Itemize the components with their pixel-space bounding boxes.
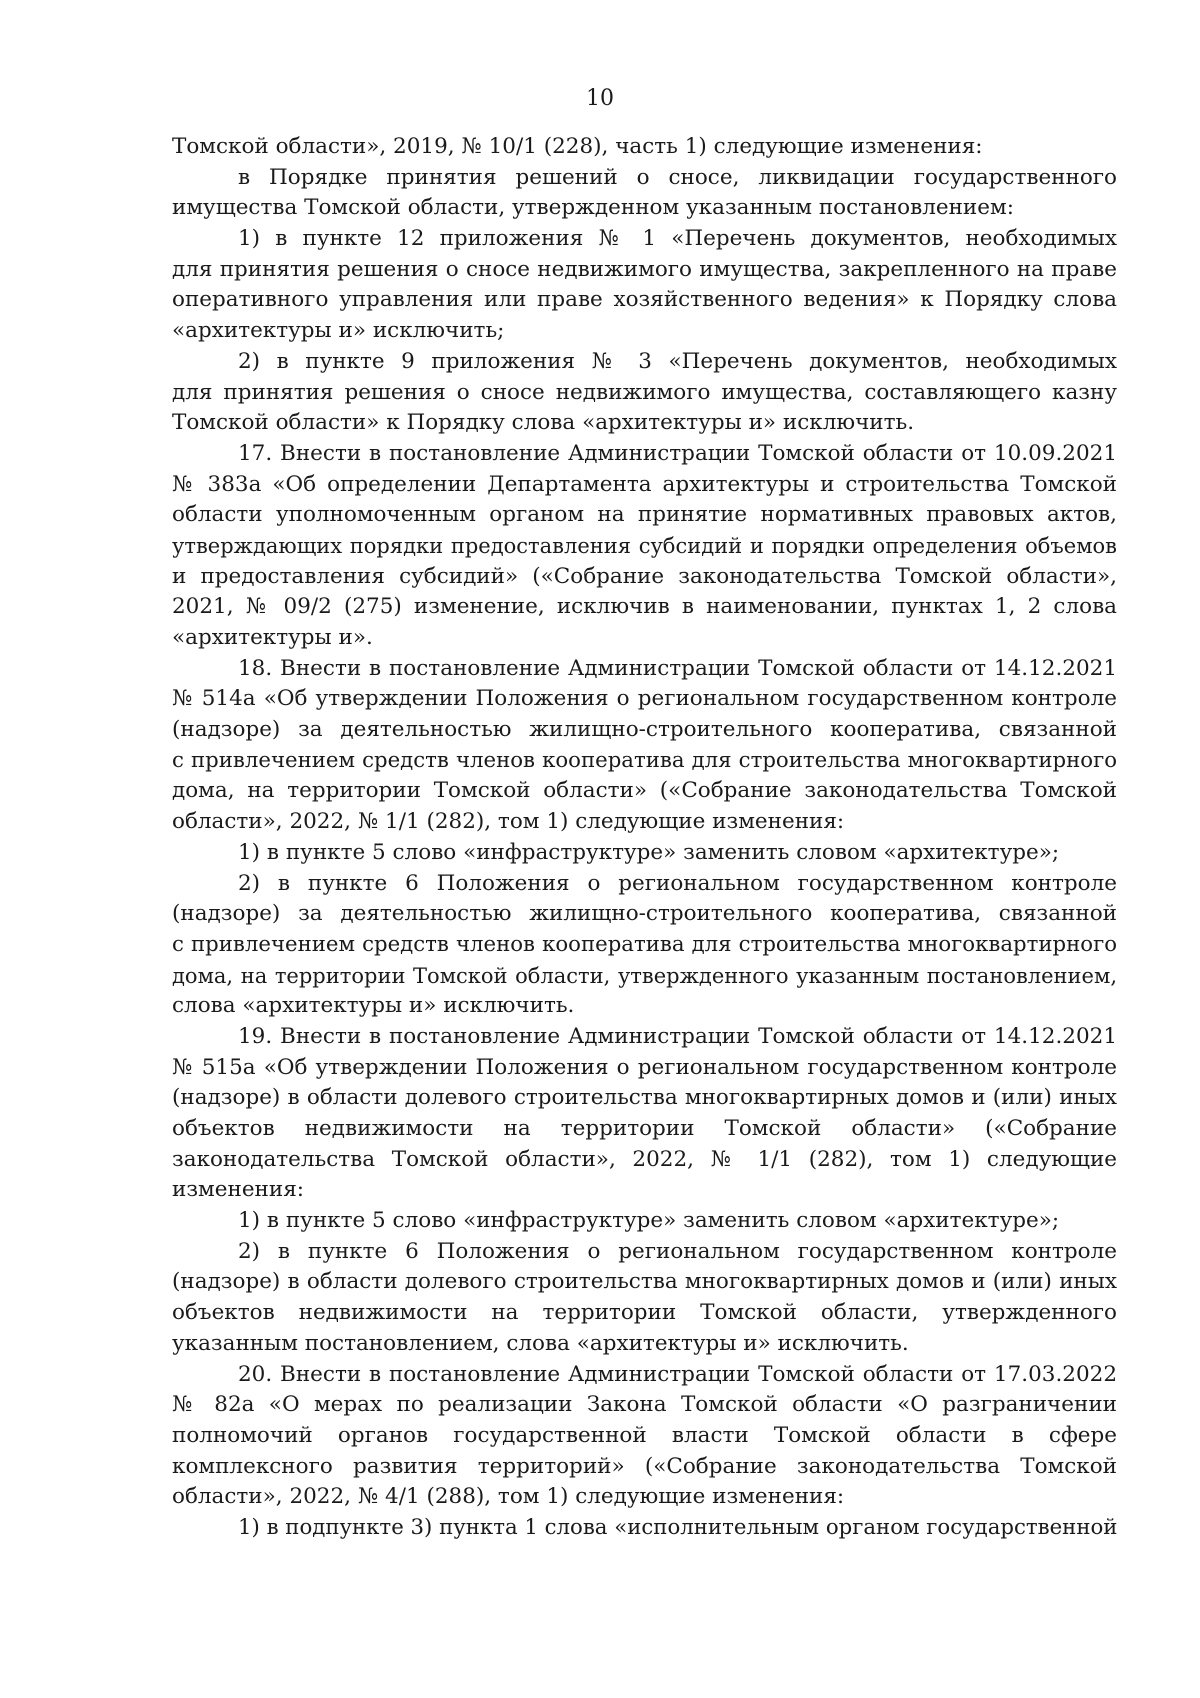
- text-line: полномочий органов государственной власти Томской области в сфере: [172, 1422, 1117, 1448]
- text-line: «архитектуры и» исключить;: [172, 318, 505, 344]
- text-line: 19. Внести в постановление Администрации Томской области от 14.12.2021: [238, 1023, 1117, 1049]
- text-line: 20. Внести в постановление Администрации Томской области от 17.03.2022: [238, 1361, 1117, 1387]
- text-line: указанным постановлением, слова «архитектуры и» исключить.: [172, 1330, 909, 1356]
- text-line: законодательства Томской области», 2022, № 1/1 (282), том 1) следующие: [172, 1146, 1117, 1172]
- text-line: 1) в пункте 12 приложения № 1 «Перечень документов, необходимых: [238, 226, 1117, 252]
- text-line: объектов недвижимости на территории Томской области» («Собрание: [172, 1116, 1117, 1141]
- text-line: 1) в подпункте 3) пункта 1 слова «исполнительным органом государственной: [238, 1514, 1118, 1540]
- text-line: с привлечением средств членов кооператива для строительства многоквартирного: [172, 931, 1117, 957]
- text-line: (надзоре) за деятельностью жилищно-строительного кооператива, связанной: [172, 901, 1117, 927]
- text-line: дома, на территории Томской области, утвержденного указанным постановлением,: [172, 963, 1117, 988]
- text-line: 17. Внести в постановление Администрации Томской области от 10.09.2021: [238, 440, 1117, 466]
- text-line: и предоставления субсидий» («Собрание законодательства Томской области»,: [172, 563, 1117, 589]
- text-line: Томской области», 2019, № 10/1 (228), часть 1) следующие изменения:: [172, 134, 983, 159]
- text-line: дома, на территории Томской области» («Собрание законодательства Томской: [172, 778, 1117, 804]
- text-line: слова «архитектуры и» исключить.: [172, 993, 575, 1019]
- text-line: 2) в пункте 6 Положения о региональном государственном контроле: [238, 870, 1117, 896]
- text-line: с привлечением средств членов кооператива для строительства многоквартирного: [172, 747, 1117, 773]
- text-line: № 514а «Об утверждении Положения о региональном государственном контроле: [172, 686, 1117, 712]
- text-line: (надзоре) в области долевого строительства многоквартирных домов и (или) иных: [172, 1269, 1117, 1295]
- text-line: 2021, № 09/2 (275) изменение, исключив в наименовании, пунктах 1, 2 слова: [172, 594, 1117, 620]
- text-line: имущества Томской области, утвержденном указанным постановлением:: [172, 195, 1014, 221]
- document-body: [172, 132, 1117, 1544]
- text-line: в Порядке принятия решений о сносе, ликвидации государственного: [238, 164, 1117, 190]
- text-line: № 515а «Об утверждении Положения о региональном государственном контроле: [172, 1054, 1117, 1080]
- text-line: (надзоре) в области долевого строительства многоквартирных домов и (или) иных: [172, 1085, 1117, 1111]
- text-line: (надзоре) за деятельностью жилищно-строительного кооператива, связанной: [172, 717, 1117, 743]
- text-line: объектов недвижимости на территории Томской области, утвержденного: [172, 1300, 1117, 1326]
- text-line: изменения:: [172, 1177, 305, 1203]
- text-line: утверждающих порядки предоставления субсидий и порядки определения объемов: [172, 533, 1117, 558]
- text-line: области», 2022, № 1/1 (282), том 1) следующие изменения:: [172, 809, 845, 835]
- text-line: № 383а «Об определении Департамента архитектуры и строительства Томской: [172, 471, 1117, 497]
- text-line: 2) в пункте 9 приложения № 3 «Перечень документов, необходимых: [238, 348, 1117, 374]
- text-line: 2) в пункте 6 Положения о региональном государственном контроле: [238, 1238, 1117, 1264]
- text-line: комплексного развития территорий» («Собрание законодательства Томской: [172, 1453, 1117, 1479]
- text-line: для принятия решения о сносе недвижимого имущества, закрепленного на праве: [172, 256, 1117, 282]
- text-line: 18. Внести в постановление Администрации Томской области от 14.12.2021: [238, 655, 1117, 681]
- page-number: 10: [586, 86, 614, 111]
- text-line: 1) в пункте 5 слово «инфраструктуре» заменить словом «архитектуре»;: [238, 1208, 1060, 1234]
- text-line: № 82а «О мерах по реализации Закона Томской области «О разграничении: [172, 1392, 1117, 1418]
- text-line: Томской области» к Порядку слова «архитектуры и» исключить.: [172, 410, 915, 436]
- text-line: области уполномоченным органом на принятие нормативных правовых актов,: [172, 502, 1117, 528]
- text-line: 1) в пункте 5 слово «инфраструктуре» заменить словом «архитектуре»;: [238, 839, 1060, 865]
- text-line: оперативного управления или праве хозяйственного ведения» к Порядку слова: [172, 287, 1117, 313]
- text-line: «архитектуры и».: [172, 625, 373, 650]
- text-line: области», 2022, № 4/1 (288), том 1) следующие изменения:: [172, 1484, 845, 1510]
- text-line: для принятия решения о сносе недвижимого имущества, составляющего казну: [172, 379, 1117, 405]
